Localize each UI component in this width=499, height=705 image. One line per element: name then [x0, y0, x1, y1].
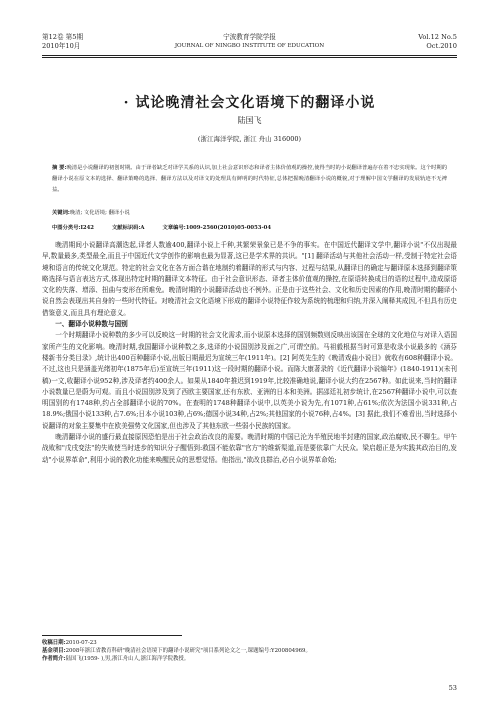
header-rule	[42, 55, 457, 56]
fund-info	[42, 647, 457, 655]
page-number: 53	[448, 684, 457, 692]
fund-value: 2008年浙江省教育科研"晚清社会语境下的翻译小说研究"项目系列论文之一,课题编号:Y200804969。	[65, 648, 311, 655]
received-label: 收稿日期:	[42, 640, 66, 646]
journal-name-en: JOURNAL OF NINGBO INSTITUTE OF EDUCATION	[174, 43, 325, 49]
issue-date: 2010年10月	[42, 42, 81, 50]
body-paragraph-1: 晚清期间小说翻译高潮迭起,译者人数逾400,翻译小说上千种,其繁荣景象已是不争的事实。在中国近代翻译文学中,翻译小说"不仅出现最早,数量最多,类型最全,而且于中国近代文学创作的影响也最为显著,这已是学术界的共识。"[1] 翻译活动与其他社会活动一样,受制于特定社会语境和语言的传统文化规范。特定的社会文化在各方面合谐在地制约着翻译的形式与内容、过程与结果,从翻译目的确定与翻译原本选择到翻译策略选择与语言表达方式,体现出特定时期的翻译文本特征。由于社会意识形态、译者主体价值观的操控,在原语转换成目的语的过程中,造成原语文化的失落、增添、扭曲与变形在所难免。晚清时期的小说翻译活动也不例外。正是由于这些社会、文化和历史因素的作用,晚清时期的翻译小说自然会表现出其自身的一些时代特征。对晚清社会文化语境下形成的翻译小说特征作较为系统的梳理和归纳,并深入阐释其成因,不但具有历史借鉴意义,而且具有理论意义。	[42, 241, 457, 317]
author-affiliation: (浙江海洋学院, 浙江 舟山 316000)	[197, 135, 302, 143]
footnote-rule	[42, 635, 182, 636]
header-rule-thin	[42, 57, 457, 58]
article-author: 陆国飞	[237, 116, 262, 125]
article-body	[42, 240, 457, 466]
article-title: · 试论晚清社会文化语境下的翻译小说	[123, 95, 376, 111]
keywords	[52, 208, 447, 216]
footnote	[42, 639, 457, 664]
abstract-text: 晚清是小说翻译的初创时期。由于译者缺乏对译学关系的认识,加上社会意识形态和译者主体价值观的操控,使得当时的小说翻译普遍存在着不忠实现象。这个时期的翻译小说在原文本的选择、翻译策略的选择、翻译方法以及对译文的处理具有鲜明的时代特征,总体把握晚清翻译小说的概貌,对于理解中国文学翻译的发展轨迹不无裨益。	[52, 165, 447, 193]
abstract-label: 摘 要:	[52, 165, 67, 171]
classification-line	[52, 223, 447, 231]
volume-issue-en: Vol.12 No.5	[418, 33, 457, 41]
issue-date-en: Oct.2010	[426, 42, 457, 50]
received-value: 2010-07-23	[65, 640, 97, 646]
header-right	[418, 33, 457, 51]
author-bio-value: 陆国飞(1959- ),男,浙江舟山人,浙江海洋学院教授。	[65, 656, 190, 663]
author-bio	[42, 655, 457, 663]
clc-number: 中图分类号:I242	[52, 225, 94, 231]
header-center	[42, 33, 457, 51]
fund-label: 基金项目:	[42, 648, 66, 655]
author-bio-label: 作者简介:	[42, 656, 66, 663]
keywords-label: 关键词:	[52, 210, 70, 216]
article-id: 文章编号:1009-2560(2010)05-0053-04	[162, 225, 272, 231]
received-date	[42, 639, 457, 647]
body-paragraph-2: 一个时期翻译小说种数的多少可以反映这一时期的社会文化需求,而小说原本选择的国别频数则反映出该国在全球的文化地位与对译入语国家所产生的文化影响。晚清时期,我国翻译小说种数之多,选译的小说国别涉及面之广,可谓空前。马祖毅根据当时可算是收录小说最多的《涵芬楼新书分类目录》,统计出400百种翻译小说,出版日期最迟为宣统三年(1911年)。[2] 阿英先生的《晚清戏曲小说目》就收有608种翻译小说。不过,这也只是涵盖光绪初年(1875年后)至宣统三年(1911)这一段时期的翻译小说。而陈大康著录的《近代翻译小说编年》(1840-1911)(未刊稿)一文,收翻译小说952种,涉及译者约400余人。如果从1840年推迟到1919年,比较准确地说,翻译小说大约在2567种。如此说来,当时的翻译小说数量已是蔚为可观。而且小说国别涉及到了西欧主要国家,还有东欧、亚洲的日本和美洲。据邵廷礼初步统计,在2567种翻译小说中,可以查明国别的有1748种,约占全部翻译小说的70%。在查明的1748种翻译小说中,以英美小说为先,有1071种,占61%;依次为法国小说331种,占18.9%;俄国小说133种,占7.6%;日本小说103种,占6%;德国小说34种,占2%;其他国家的小说76种,占4%。[3] 据此,我们不难看出,当时选择小说翻译的对象主要集中在欧美强势文化国家,但也涉及了其他东欧一些弱小民族的国家。	[42, 331, 457, 430]
volume-issue: 第12卷 第5期	[42, 33, 84, 41]
abstract	[52, 163, 447, 196]
keywords-text: 晚清; 文化语境; 翻译小说	[69, 210, 130, 216]
journal-name-cn: 宁波教育学院学报	[223, 33, 276, 41]
body-paragraph-3: 晚清翻译小说的盛行最直接原因恐怕是出于社会政治改良的需要。晚清时期的中国已沦为半殖民地半封建的国家,政治腐败,民不聊生。甲午战败和"戊戌变法"的失败使当时进步的知识分子醒悟到:救国不能依靠"官方"的维新渠道,而是要依靠广大民众。梁启超正是为实践其政治目的,发动"小说界革命",利用小说的教化功能来唤醒民众的思想觉悟。他指出,"欲改良群治,必自小说界革命始;	[42, 433, 457, 464]
document-code: 文献标识码:A	[111, 225, 145, 231]
section-heading-1: 一、翻译小说种数与国别	[55, 320, 128, 329]
